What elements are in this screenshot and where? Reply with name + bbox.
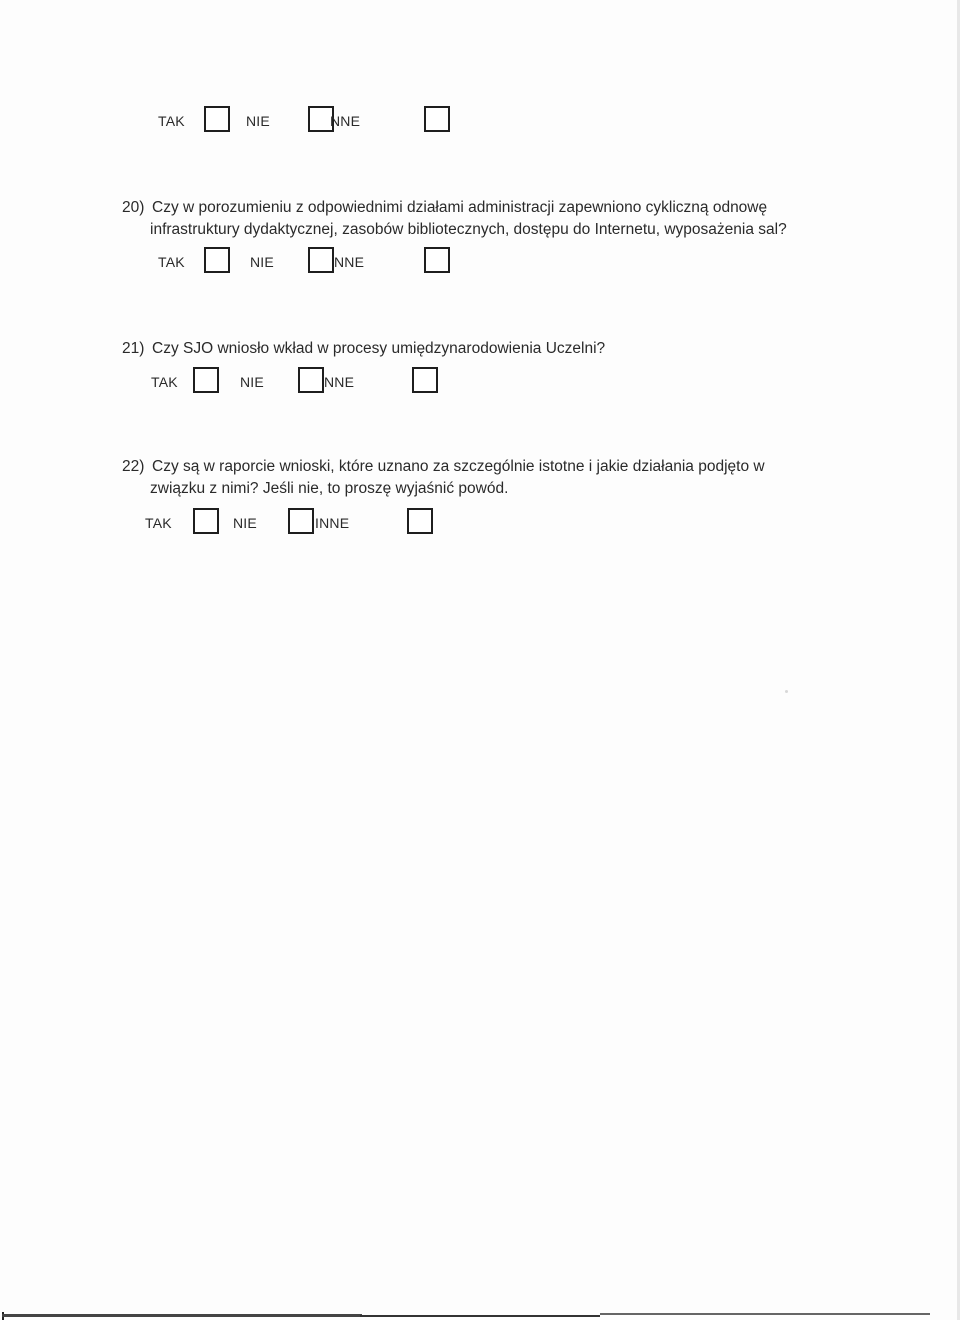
inne-label: INNE [315, 515, 350, 531]
edge-segment [360, 1315, 600, 1317]
question-text-line1: Czy SJO wniosło wkład w procesy umiędzynarodowienia Uczelni? [152, 340, 606, 357]
question-text-line2: infrastruktury dydaktycznej, zasobów bibliotecznych, dostępu do Internetu, wyposażenia sal? [150, 221, 787, 238]
inne-checkbox[interactable] [424, 106, 450, 132]
tak-checkbox[interactable] [204, 106, 230, 132]
nie-label: NIE [246, 113, 270, 129]
tak-label: TAK [158, 254, 185, 270]
nie-label: NIE [233, 515, 257, 531]
tak-checkbox[interactable] [193, 508, 219, 534]
tak-label: TAK [145, 515, 172, 531]
edge-segment [2, 1314, 362, 1317]
scan-speck [785, 690, 788, 693]
question-text-line1: Czy są w raporcie wnioski, które uznano za szczególnie istotne i jakie działania podjęto w [152, 458, 765, 475]
nie-label: NIE [250, 254, 274, 270]
inne-label: NNE [324, 374, 355, 390]
tak-label: TAK [151, 374, 178, 390]
question-20 [122, 197, 822, 241]
nie-checkbox[interactable] [308, 247, 334, 273]
question-text-line2: związku z nimi? Jeśli nie, to proszę wyjaśnić powód. [150, 480, 509, 497]
nie-checkbox[interactable] [288, 508, 314, 534]
tak-checkbox[interactable] [193, 367, 219, 393]
inne-label: NNE [330, 113, 361, 129]
nie-label: NIE [240, 374, 264, 390]
inne-label: NNE [334, 254, 365, 270]
question-number: 21) [122, 340, 145, 357]
inne-checkbox[interactable] [407, 508, 433, 534]
question-text-line1: Czy w porozumieniu z odpowiednimi działami administracji zapewniono cykliczną odnowę [152, 199, 768, 216]
inne-checkbox[interactable] [412, 367, 438, 393]
question-22 [122, 456, 822, 500]
tak-label: TAK [158, 113, 185, 129]
question-21 [122, 338, 822, 360]
edge-segment [600, 1313, 930, 1315]
nie-checkbox[interactable] [298, 367, 324, 393]
tak-checkbox[interactable] [204, 247, 230, 273]
question-number: 22) [122, 458, 145, 475]
inne-checkbox[interactable] [424, 247, 450, 273]
question-number: 20) [122, 199, 145, 216]
scan-bottom-edge [0, 1312, 960, 1320]
